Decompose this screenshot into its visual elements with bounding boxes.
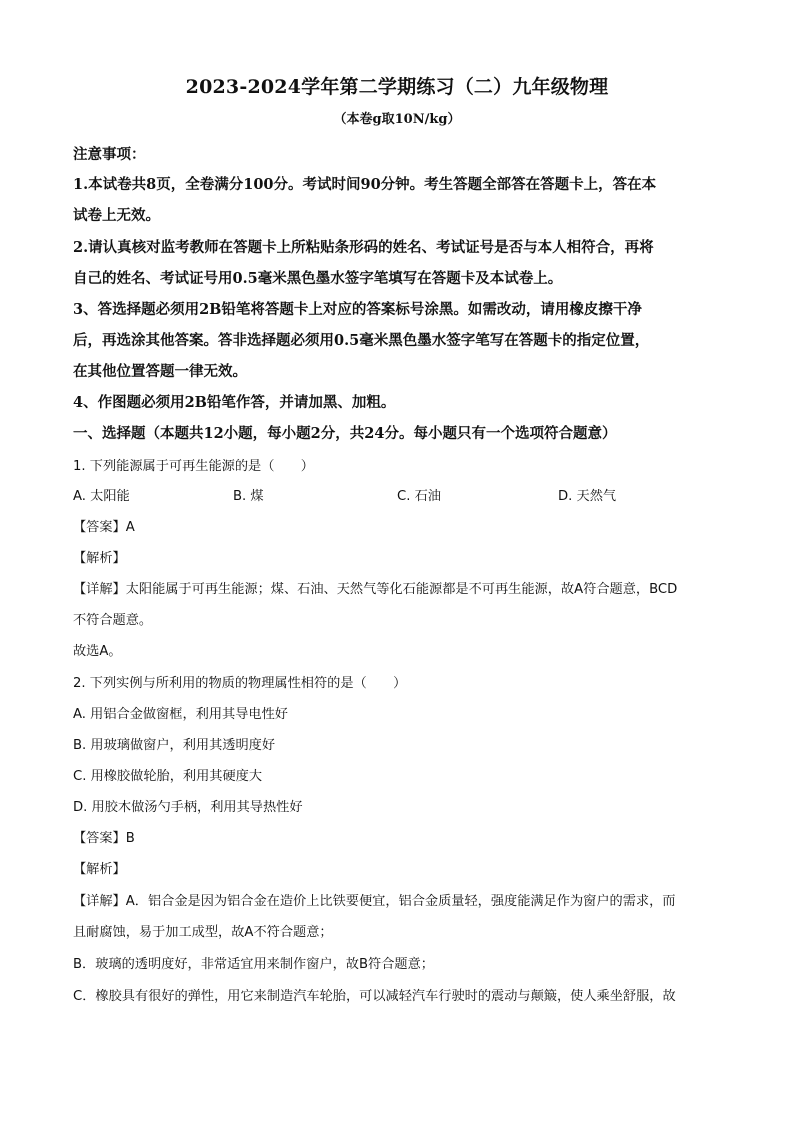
notice-line: 试卷上无效。 [73,207,160,224]
question-1-stem: 1. 下列能源属于可再生能源的是（ ） [73,459,314,474]
question-1-detail: 不符合题意。 [73,613,153,628]
notice-line: 自己的姓名、考试证号用0.5毫米黑色墨水签字笔填写在答题卡及本试卷上。 [73,270,563,287]
notice-line: 在其他位置答题一律无效。 [73,363,247,380]
page-subtitle: （本卷g取10N/kg） [333,112,461,127]
notice-line: 4、作图题必须用2B铅笔作答，并请加黑、加粗。 [73,394,396,411]
question-2-detail: B．玻璃的透明度好，非常适宜用来制作窗户，故B符合题意； [73,957,434,972]
notice-line: 3、答选择题必须用2B铅笔将答题卡上对应的答案标号涂黑。如需改动，请用橡皮擦干净 [73,301,642,318]
question-1-detail: 故选A。 [73,644,122,659]
question-2-detail: 【详解】A．铝合金是因为铝合金在造价上比铁要便宜，铝合金质量轻，强度能满足作为窗户的需求，而 [73,894,676,909]
question-2-stem: 2. 下列实例与所利用的物质的物理属性相符的是（ ） [73,676,407,691]
question-1-detail: 【详解】太阳能属于可再生能源；煤、石油、天然气等化石能源都是不可再生能源，故A符合题意，BCD [73,582,678,597]
page-title: 2023-2024学年第二学期练习（二）九年级物理 [185,76,609,98]
question-1-option-b: B. 煤 [233,489,264,504]
question-1-option-d: D. 天然气 [558,489,617,504]
section-heading: 一、选择题（本题共12小题，每小题2分，共24分。每小题只有一个选项符合题意） [73,425,617,442]
question-2-analysis: 【解析】 [73,862,126,877]
question-1-option-a: A. 太阳能 [73,489,130,504]
question-2-option-a: A. 用铝合金做窗框，利用其导电性好 [73,707,288,722]
question-2-option-b: B. 用玻璃做窗户，利用其透明度好 [73,738,276,753]
question-1-option-c: C. 石油 [397,489,441,504]
notice-line: 2.请认真核对监考教师在答题卡上所粘贴条形码的姓名、考试证号是否与本人相符合，再将 [73,239,654,256]
notice-line: 后，再选涂其他答案。答非选择题必须用0.5毫米黑色墨水签字笔写在答题卡的指定位置， [73,332,650,349]
question-2-detail: C．橡胶具有很好的弹性，用它来制造汽车轮胎，可以减轻汽车行驶时的震动与颠簸，使人乘坐舒服，故 [73,989,676,1004]
question-1-analysis: 【解析】 [73,551,126,566]
question-2-answer: 【答案】B [73,831,135,846]
question-2-detail: 且耐腐蚀，易于加工成型，故A不符合题意； [73,925,333,940]
question-1-answer: 【答案】A [73,520,135,535]
notice-heading: 注意事项： [73,146,146,163]
question-2-option-d: D. 用胶木做汤勺手柄，利用其导热性好 [73,800,303,815]
notice-line: 1.本试卷共8页，全卷满分100分。考试时间90分钟。考生答题全部答在答题卡上，答在本 [73,176,657,193]
question-2-option-c: C. 用橡胶做轮胎，利用其硬度大 [73,769,263,784]
